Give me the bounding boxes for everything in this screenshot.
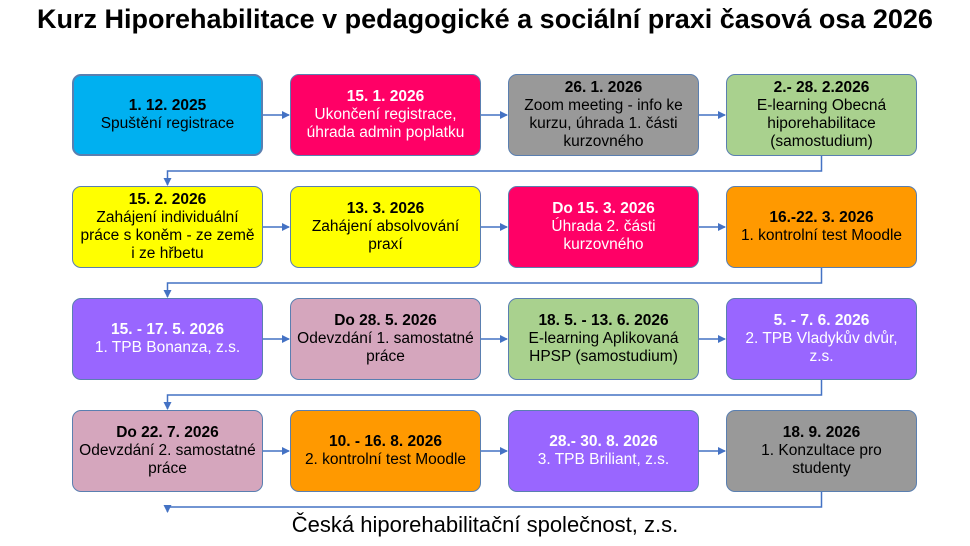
connector-return-row3: [168, 380, 822, 409]
connector-return-row2: [168, 268, 822, 297]
timeline-box-r2c2: [290, 186, 481, 268]
timeline-box-r4c4: [726, 410, 917, 492]
timeline-box-r1c3: [508, 74, 699, 156]
connector-return-row4: [168, 492, 822, 512]
timeline-box-r1c2: [290, 74, 481, 156]
timeline-description: E-learning Aplikovaná HPSP (samostudium): [528, 330, 679, 365]
timeline-description: Spuštění registrace: [100, 115, 235, 132]
timeline-date: 18. 9. 2026: [782, 424, 861, 441]
timeline-description: Úhrada 2. části kurzovného: [551, 218, 656, 253]
timeline-date: 5. - 7. 6. 2026: [773, 312, 870, 329]
timeline-date: 13. 3. 2026: [346, 200, 425, 217]
timeline-description: Zahájení absolvování praxí: [311, 218, 460, 253]
timeline-box-r2c3: [508, 186, 699, 268]
timeline-description: 3. TPB Briliant, z.s.: [537, 451, 670, 468]
timeline-description: 2. kontrolní test Moodle: [304, 451, 467, 468]
timeline-date: 15. - 17. 5. 2026: [111, 321, 224, 338]
footer-organization: Česká hiporehabilitační společnost, z.s.: [291, 512, 679, 537]
timeline-description: Zahájení individuální práce s koněm - ze země i ze hřbetu: [80, 209, 255, 262]
timeline-box-r3c3: [508, 298, 699, 380]
timeline-description: 2. TPB Vladykův dvůr, z.s.: [745, 330, 898, 365]
timeline-description: Odevzdání 2. samostatné práce: [79, 442, 256, 477]
timeline-box-r3c1: [72, 298, 263, 380]
timeline-box-r3c2: [290, 298, 481, 380]
timeline-box-r1c4: [726, 74, 917, 156]
timeline-description: 1. TPB Bonanza, z.s.: [94, 339, 241, 356]
timeline-box-r2c4: [726, 186, 917, 268]
timeline-date: 28.- 30. 8. 2026: [549, 433, 658, 450]
timeline-date: 10. - 16. 8. 2026: [329, 433, 442, 450]
timeline-box-r4c1: [72, 410, 263, 492]
timeline-date: 2.- 28. 2.2026: [773, 79, 870, 96]
timeline-description: 1. Konzultace pro studenty: [761, 442, 882, 477]
timeline-date: 15. 2. 2026: [128, 191, 207, 208]
timeline-box-r3c4: [726, 298, 917, 380]
timeline-date: Do 22. 7. 2026: [116, 424, 219, 441]
timeline-description: Odevzdání 1. samostatné práce: [297, 330, 474, 365]
timeline-description: Ukončení registrace, úhrada admin poplatku: [306, 106, 465, 141]
timeline-box-r4c3: [508, 410, 699, 492]
timeline-description: 1. kontrolní test Moodle: [740, 227, 903, 244]
timeline-box-r4c2: [290, 410, 481, 492]
timeline-date: Do 15. 3. 2026: [552, 200, 655, 217]
timeline-box-r2c1: [72, 186, 263, 268]
timeline-date: 16.-22. 3. 2026: [769, 209, 874, 226]
timeline-date: 26. 1. 2026: [564, 79, 643, 96]
timeline-date: 18. 5. - 13. 6. 2026: [538, 312, 669, 329]
timeline-date: 15. 1. 2026: [346, 88, 425, 105]
connector-return-row1: [168, 156, 822, 185]
timeline-description: Zoom meeting - info ke kurzu, úhrada 1. části kurzovného: [524, 97, 683, 150]
timeline-description: E-learning Obecná hiporehabilitace (samostudium): [756, 97, 887, 150]
page-title: Kurz Hiporehabilitace v pedagogické a sociální praxi časová osa 2026: [37, 4, 933, 34]
timeline-box-r1c1: [72, 74, 263, 156]
timeline-date: 1. 12. 2025: [128, 97, 207, 114]
timeline-date: Do 28. 5. 2026: [334, 312, 437, 329]
